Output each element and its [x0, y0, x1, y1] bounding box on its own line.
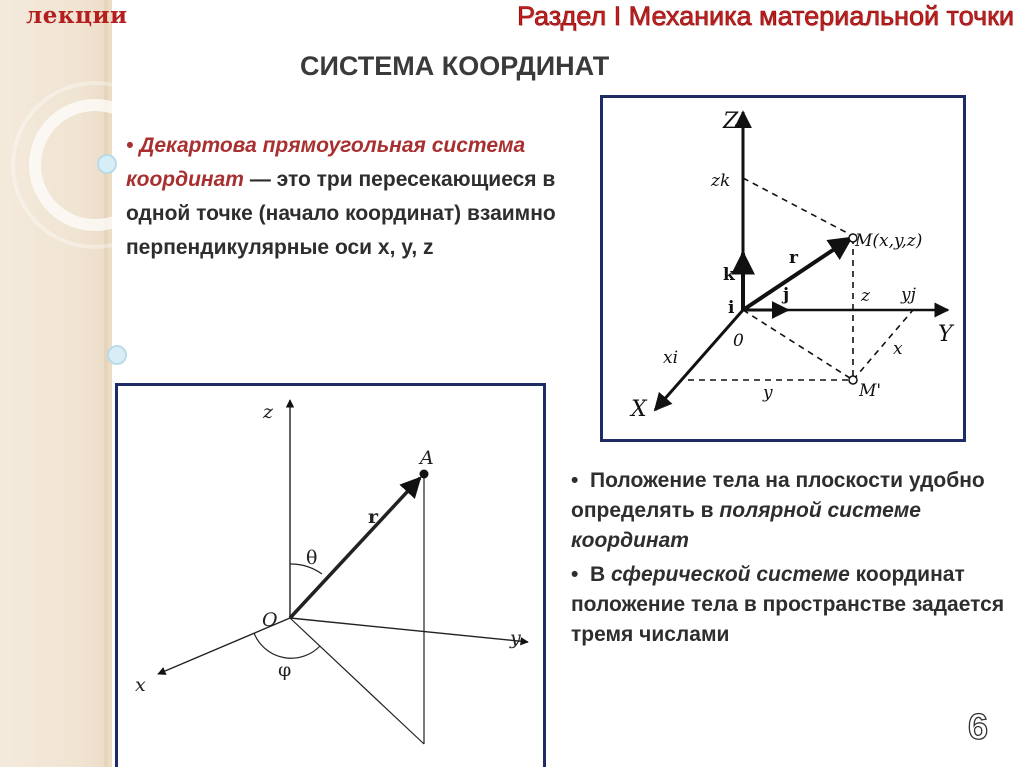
label-r: r: [789, 248, 798, 268]
section-title: Раздел I Механика материальной точки: [516, 1, 1014, 31]
polar-term: полярной системе координат: [571, 499, 921, 552]
label-origin: 0: [733, 331, 744, 351]
label-z-height: z: [861, 286, 870, 306]
spherical-diagram: [118, 386, 543, 767]
label-theta: θ: [306, 547, 318, 569]
cartesian-bullet: [126, 129, 586, 265]
polar-text: Положение тела на плоскости удобно определять в: [571, 469, 985, 522]
point-m-prime: [849, 376, 857, 384]
page-number: 6: [968, 706, 989, 747]
slide-title: СИСТЕМА КООРДИНАТ: [300, 51, 610, 81]
label-origin: O: [262, 609, 278, 631]
deco-dot-upper: [98, 155, 116, 173]
coordinate-notes: [571, 466, 1011, 654]
spherical-bullet: • В сферической системе координат положение тела в пространстве задается тремя числами: [571, 563, 1005, 646]
label-x-axis: X: [631, 397, 647, 422]
polar-bullet: • Положение тела на плоскости удобно определять в полярной системе координат: [571, 469, 985, 552]
projection-lines: [688, 178, 913, 380]
point-a: [420, 470, 429, 479]
bullet-marker: •: [126, 134, 134, 157]
label-i: i: [728, 298, 735, 318]
label-yj: yj: [901, 285, 916, 305]
label-x-axis: x: [135, 674, 146, 696]
cartesian-figure: [600, 95, 966, 442]
label-z-axis: z: [263, 401, 274, 423]
label-k: k: [723, 265, 735, 285]
label-y-axis: y: [510, 627, 521, 649]
label-y-projection: y: [763, 383, 773, 403]
spherical-intro: В: [590, 563, 612, 586]
cartesian-term: Декартова прямоугольная система координат: [126, 134, 526, 191]
label-m-prime: M': [859, 381, 882, 401]
label-phi: φ: [278, 659, 292, 681]
deco-dot-lower: [108, 346, 126, 364]
cartesian-diagram: [603, 98, 963, 439]
y-axis: [290, 618, 528, 642]
label-point-m: M(x,y,z): [855, 231, 923, 251]
label-r: r: [368, 506, 379, 528]
label-zk: zk: [711, 171, 731, 191]
a-projection-line: [290, 618, 424, 744]
spherical-text: координат положение тела в пространстве задается тремя числами: [571, 563, 1005, 646]
label-x-projection: x: [893, 339, 903, 359]
label-j: j: [783, 285, 790, 305]
label-z-axis: Z: [723, 109, 739, 134]
label-point-a: A: [420, 447, 434, 469]
cartesian-definition: — это три пересекающиеся в одной точке (начало координат) взаимно перпендикулярные оси x, y, z: [126, 168, 556, 259]
label-xi: xi: [663, 348, 679, 368]
lectures-label: лекции: [26, 2, 128, 29]
spherical-figure: [115, 383, 546, 767]
label-y-axis: Y: [938, 322, 953, 347]
spherical-term: сферической системе: [611, 563, 850, 586]
